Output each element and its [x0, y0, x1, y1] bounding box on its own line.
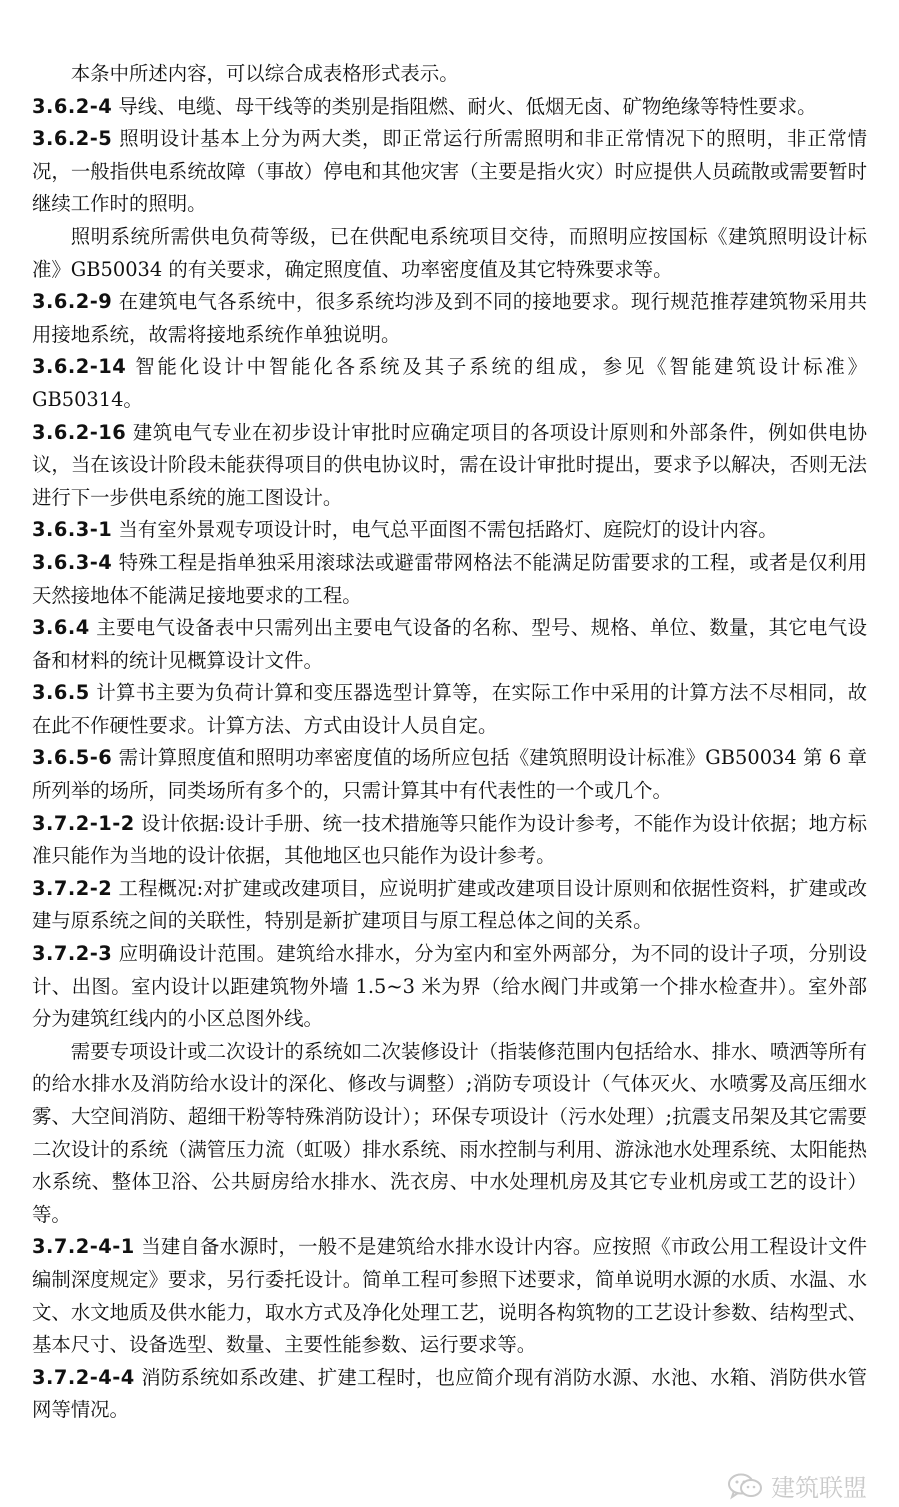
paragraph-text: 照明系统所需供电负荷等级，已在供配电系统项目交待，而照明应按国标《建筑照明设计标准》GB50034 的有关要求，确定照度值、功率密度值及其它特殊要求等。 [32, 224, 867, 281]
watermark-text: 建筑联盟 [771, 1474, 867, 1502]
paragraph [32, 123, 867, 221]
clause-number: 3.7.2-3 [32, 942, 113, 966]
paragraph [32, 1036, 867, 1232]
clause-number: 3.6.2-14 [32, 355, 127, 379]
paragraph [32, 808, 867, 873]
clause-number: 3.6.2-4 [32, 94, 113, 118]
watermark [727, 1468, 867, 1503]
clause-number: 3.6.2-16 [32, 420, 127, 444]
paragraph-text: 特殊工程是指单独采用滚球法或避雷带网格法不能满足防雷要求的工程，或者是仅利用天然接地体不能满足接地要求的工程。 [32, 550, 867, 607]
clause-number: 3.6.3-1 [32, 518, 113, 542]
paragraph-text: 应明确设计范围。建筑给水排水，分为室内和室外两部分，为不同的设计子项，分别设计、出图。室内设计以距建筑物外墙 1.5~3 米为界（给水阀门井或第一个排水检查井）。室外部分为建筑红线内的小区总图外线。 [32, 942, 867, 1031]
paragraph [32, 91, 867, 124]
paragraph-text: 建筑电气专业在初步设计审批时应确定项目的各项设计原则和外部条件，例如供电协议，当在该设计阶段未能获得项目的供电协议时，需在设计审批时提出，要求予以解决，否则无法进行下一步供电系统的施工图设计。 [32, 420, 867, 509]
paragraph [32, 612, 867, 677]
paragraph-text: 本条中所述内容，可以综合成表格形式表示。 [70, 62, 459, 85]
clause-number: 3.6.2-5 [32, 127, 113, 151]
paragraph-text: 设计依据:设计手册、统一技术措施等只能作为设计参考，不能作为设计依据；地方标准只能作为当地的设计依据，其他地区也只能作为设计参考。 [32, 811, 867, 868]
clause-number: 3.7.2-4-4 [32, 1365, 135, 1389]
paragraph [32, 742, 867, 807]
paragraph [32, 58, 867, 91]
clause-number: 3.7.2-4-1 [32, 1235, 135, 1259]
paragraph [32, 677, 867, 742]
paragraph [32, 286, 867, 351]
paragraph-text: 主要电气设备表中只需列出主要电气设备的名称、型号、规格、单位、数量，其它电气设备和材料的统计见概算设计文件。 [32, 616, 867, 672]
paragraph [32, 873, 867, 938]
paragraph-text: 工程概况:对扩建或改建项目，应说明扩建或改建项目设计原则和依据性资料，扩建或改建与原系统之间的关联性，特别是新扩建项目与原工程总体之间的关系。 [32, 876, 867, 933]
paragraph-text: 在建筑电气各系统中，很多系统均涉及到不同的接地要求。现行规范推荐建筑物采用共用接地系统，故需将接地系统作单独说明。 [32, 290, 867, 346]
clause-number: 3.6.5-6 [32, 746, 113, 770]
paragraph-text: 消防系统如系改建、扩建工程时，也应简介现有消防水源、水池、水箱、消防供水管网等情况。 [32, 1365, 867, 1422]
paragraph [32, 1362, 867, 1427]
wechat-icon [727, 1472, 763, 1500]
clause-number: 3.6.3-4 [32, 550, 113, 574]
clause-number: 3.6.2-9 [32, 290, 113, 314]
clause-number: 3.6.5 [32, 681, 90, 705]
paragraph-text: 当有室外景观专项设计时，电气总平面图不需包括路灯、庭院灯的设计内容。 [112, 518, 778, 542]
paragraph-text: 照明设计基本上分为两大类，即正常运行所需照明和非正常情况下的照明，非正常情况，一般指供电系统故障（事故）停电和其他灾害（主要是指火灾）时应提供人员疏散或需要暂时继续工作时的照明。 [32, 127, 867, 216]
paragraph [32, 1231, 867, 1361]
paragraph-text: 需要专项设计或二次设计的系统如二次装修设计（指装修范围内包括给水、排水、喷洒等所有的给水排水及消防给水设计的深化、修改与调整）;消防专项设计（气体灭火、水喷雾及高压细水雾、大空间消防、超细干粉等特殊消防设计）；环保专项设计（污水处理）;抗震支吊架及其它需要二次设计的系统（满管压力流（虹吸）排水系统、雨水控制与利用、游泳池水处理系统、太阳能热水系统、整体卫浴、公共厨房给水排水、洗衣房、中水处理机房及其它专业机房或工艺的设计）等。 [32, 1039, 867, 1226]
paragraph [32, 221, 867, 286]
paragraph [32, 547, 867, 612]
document-body [32, 58, 867, 1427]
paragraph [32, 938, 867, 1036]
paragraph-text: 需计算照度值和照明功率密度值的场所应包括《建筑照明设计标准》GB50034 第 6 章所列举的场所，同类场所有多个的，只需计算其中有代表性的一个或几个。 [32, 746, 867, 803]
paragraph [32, 351, 867, 416]
paragraph-text: 当建自备水源时，一般不是建筑给水排水设计内容。应按照《市政公用工程设计文件编制深度规定》要求，另行委托设计。简单工程可参照下述要求，简单说明水源的水质、水温、水文、水文地质及供水能力，取水方式及净化处理工艺，说明各构筑物的工艺设计参数、结构型式、基本尺寸、设备选型、数量、主要性能参数、运行要求等。 [32, 1235, 867, 1357]
paragraph [32, 514, 867, 547]
paragraph-text: 导线、电缆、母干线等的类别是指阻燃、耐火、低烟无卤、矿物绝缘等特性要求。 [112, 94, 817, 118]
paragraph-text: 智能化设计中智能化各系统及其子系统的组成，参见《智能建筑设计标准》GB50314。 [32, 355, 867, 411]
paragraph [32, 417, 867, 515]
clause-number: 3.7.2-2 [32, 876, 113, 900]
paragraph-text: 计算书主要为负荷计算和变压器选型计算等，在实际工作中采用的计算方法不尽相同，故在此不作硬性要求。计算方法、方式由设计人员自定。 [32, 681, 867, 737]
clause-number: 3.7.2-1-2 [32, 811, 135, 835]
clause-number: 3.6.4 [32, 616, 90, 640]
